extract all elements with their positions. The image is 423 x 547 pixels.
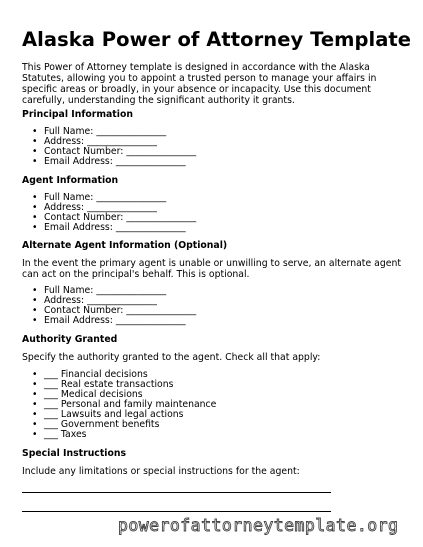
page-title: Alaska Power of Attorney Template — [22, 28, 412, 51]
authority-paragraph: Specify the authority granted to the agent. Check all that apply: — [22, 352, 321, 363]
authority-option-medical[interactable]: • ___ Medical decisions — [22, 390, 216, 400]
agent-email-field[interactable]: • Email Address: _______________ — [22, 223, 196, 233]
alternate-contact-number-field[interactable]: • Contact Number: _______________ — [22, 306, 196, 316]
site-watermark: powerofattorneytemplate.org — [118, 516, 399, 535]
principal-fields-list — [22, 127, 196, 167]
instructions-write-line[interactable] — [22, 492, 331, 493]
special-instructions-paragraph: Include any limitations or special instructions for the agent: — [22, 466, 300, 477]
alternate-address-field[interactable]: • Address: _______________ — [22, 296, 196, 306]
principal-address-field[interactable]: • Address: _______________ — [22, 137, 196, 147]
authority-option-taxes[interactable]: • ___ Taxes — [22, 430, 216, 440]
agent-heading: Agent Information — [22, 175, 119, 186]
principal-heading: Principal Information — [22, 109, 133, 120]
principal-email-field[interactable]: • Email Address: _______________ — [22, 157, 196, 167]
alternate-agent-fields-list — [22, 286, 196, 326]
principal-full-name-field[interactable]: • Full Name: _______________ — [22, 127, 196, 137]
authority-checklist — [22, 370, 216, 440]
authority-option-lawsuits[interactable]: • ___ Lawsuits and legal actions — [22, 410, 216, 420]
principal-contact-number-field[interactable]: • Contact Number: _______________ — [22, 147, 196, 157]
agent-address-field[interactable]: • Address: _______________ — [22, 203, 196, 213]
instructions-write-line[interactable] — [22, 511, 331, 512]
alternate-agent-heading: Alternate Agent Information (Optional) — [22, 240, 228, 251]
alternate-email-field[interactable]: • Email Address: _______________ — [22, 316, 196, 326]
authority-option-real-estate[interactable]: • ___ Real estate transactions — [22, 380, 216, 390]
authority-option-family-maintenance[interactable]: • ___ Personal and family maintenance — [22, 400, 216, 410]
alternate-full-name-field[interactable]: • Full Name: _______________ — [22, 286, 196, 296]
authority-option-financial[interactable]: • ___ Financial decisions — [22, 370, 216, 380]
authority-option-government-benefits[interactable]: • ___ Government benefits — [22, 420, 216, 430]
special-instructions-heading: Special Instructions — [22, 448, 126, 459]
agent-contact-number-field[interactable]: • Contact Number: _______________ — [22, 213, 196, 223]
authority-heading: Authority Granted — [22, 334, 118, 345]
intro-paragraph: This Power of Attorney template is designed in accordance with the Alaska Statutes, allowing you to appoint a trusted person to manage your affairs in specific areas or broadly, in your absence or incapacity. Use this document carefully, understanding the significant authority it grants. — [22, 62, 377, 106]
agent-full-name-field[interactable]: • Full Name: _______________ — [22, 193, 196, 203]
alternate-agent-paragraph: In the event the primary agent is unable or unwilling to serve, an alternate agent can act on the principal's behalf. This is optional. — [22, 258, 401, 280]
agent-fields-list — [22, 193, 196, 233]
